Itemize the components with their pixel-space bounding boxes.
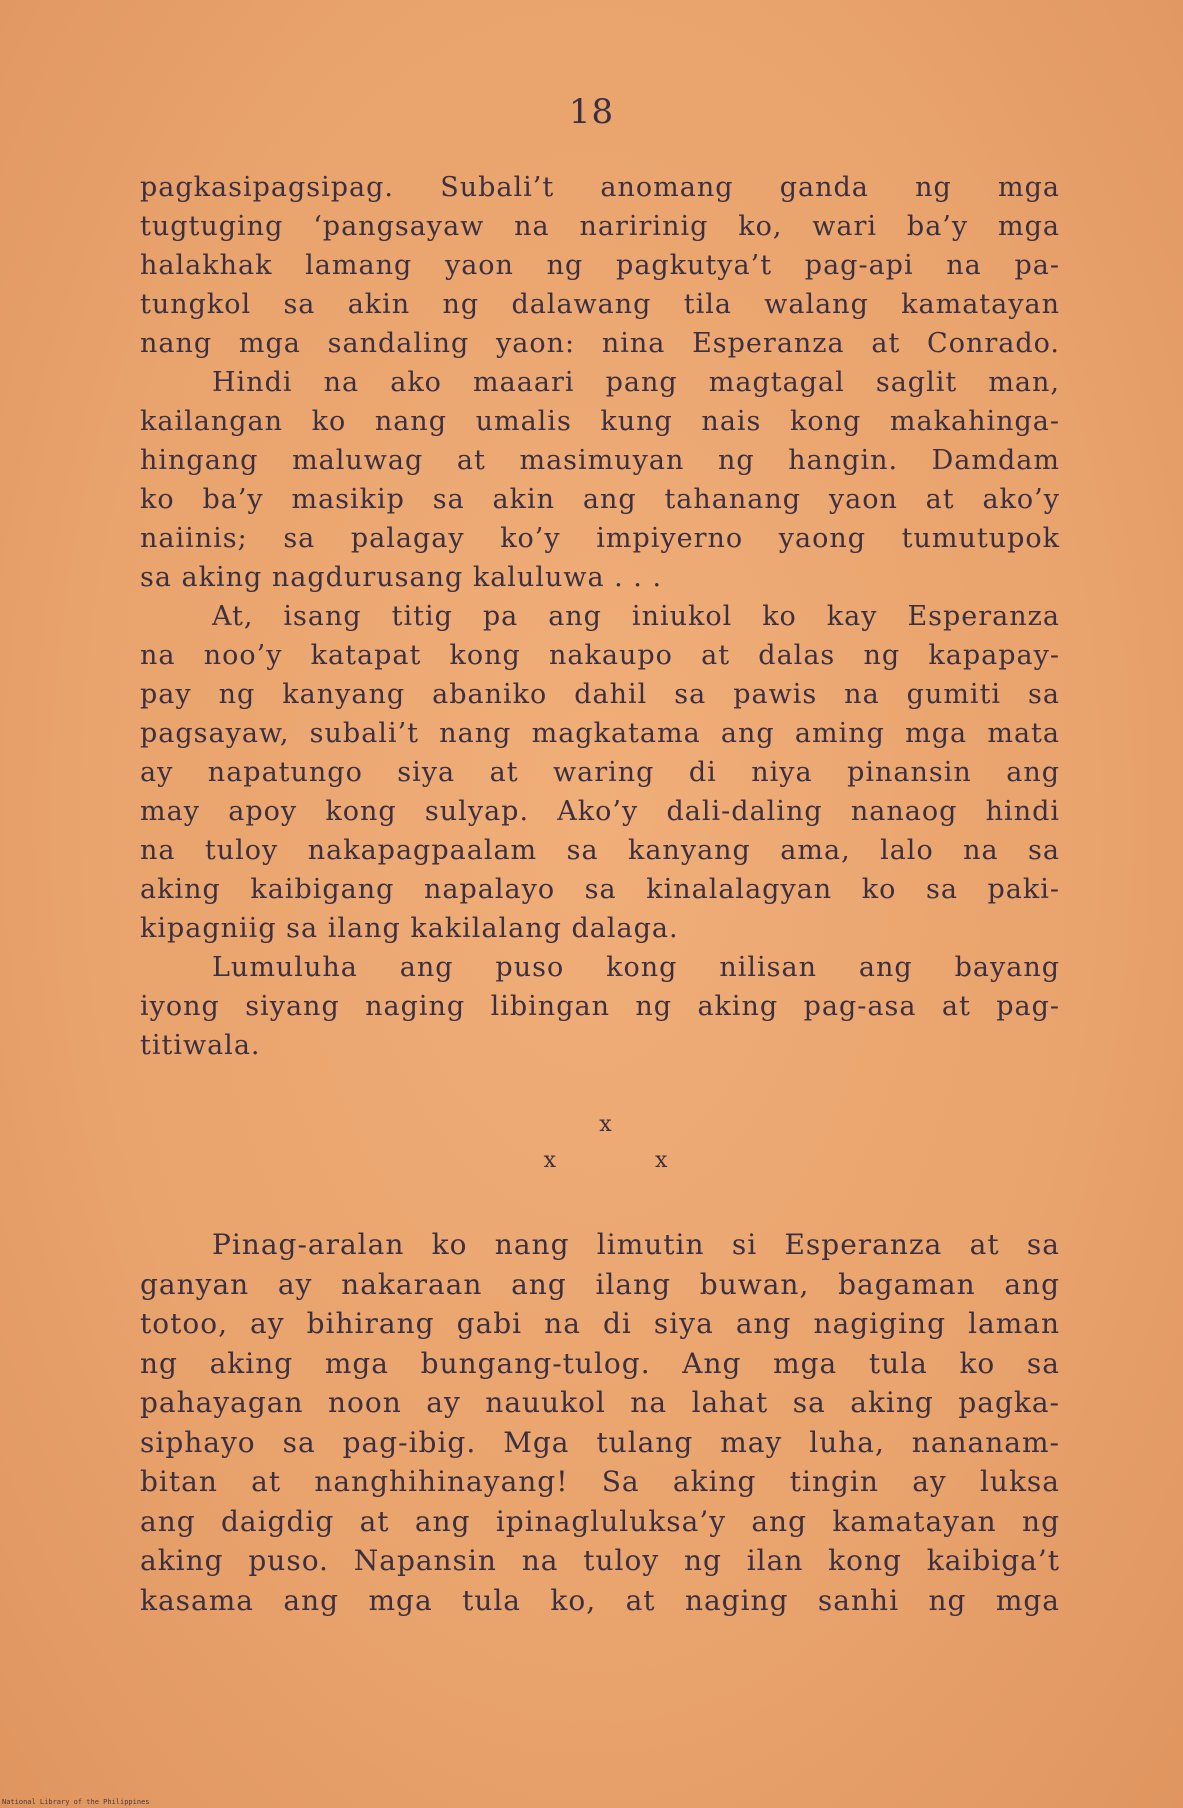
text-line: kipagniig sa ilang kakilalang dalaga. — [140, 913, 679, 944]
text-line: aking kaibigang napalayo sa kinalalagyan ko sa paki- — [140, 874, 1060, 905]
text-line: ang daigdig at ang ipinagluluksa’y ang kamatayan ng — [140, 1504, 1060, 1538]
text-line: ko ba’y masikip sa akin ang tahanang yaon at ako’y — [140, 484, 1060, 515]
text-line: nang mga sandaling yaon: nina Esperanza at Conrado. — [140, 328, 1060, 359]
text-line: kasama ang mga tula ko, at naging sanhi ng mga — [140, 1583, 1060, 1617]
text-block-bottom — [140, 1225, 1060, 1620]
text-line: Hindi na ako maaari pang magtagal saglit man, — [212, 367, 1060, 398]
text-line: tugtuging ‘pangsayaw na naririnig ko, wari ba’y mga — [140, 211, 1060, 242]
text-line: At, isang titig pa ang iniukol ko kay Esperanza — [212, 601, 1060, 632]
page-number: 18 — [568, 92, 615, 132]
text-line: may apoy kong sulyap. Ako’y dali-daling nanaog hindi — [140, 796, 1060, 827]
library-credit: National Library of the Philippines — [2, 1798, 150, 1806]
separator-mark-right: x — [655, 1148, 668, 1173]
text-line: titiwala. — [140, 1030, 261, 1061]
text-line: na noo’y katapat kong nakaupo at dalas ng kapapay- — [140, 640, 1060, 671]
section-separator-bottom — [14, 1148, 1183, 1173]
text-block-top — [140, 168, 1060, 1065]
text-line: aking puso. Napansin na tuloy ng ilan kong kaibiga’t — [140, 1544, 1060, 1577]
text-line: bitan at nanghihinayang! Sa aking tingin ay luksa — [140, 1465, 1060, 1498]
text-line: iyong siyang naging libingan ng aking pag-asa at pag- — [140, 991, 1060, 1022]
text-line: ay napatungo siya at waring di niya pinansin ang — [140, 757, 1060, 788]
text-line: totoo, ay bihirang gabi na di siya ang nagiging laman — [140, 1307, 1060, 1340]
text-line: na tuloy nakapagpaalam sa kanyang ama, lalo na sa — [140, 835, 1060, 866]
text-line: halakhak lamang yaon ng pagkutya’t pag-api na pa- — [140, 250, 1060, 281]
text-line: siphayo sa pag-ibig. Mga tulang may luha, nananam- — [140, 1425, 1060, 1459]
text-line: naiinis; sa palagay ko’y impiyerno yaong tumutupok — [140, 523, 1060, 554]
text-line: sa aking nagdurusang kaluluwa . . . — [140, 562, 663, 593]
text-line: Lumuluha ang puso kong nilisan ang bayang — [212, 952, 1060, 983]
text-line: pagsayaw, subali’t nang magkatama ang aming mga mata — [140, 718, 1060, 749]
separator-mark-left: x — [543, 1148, 556, 1173]
text-line: pahayagan noon ay nauukol na lahat sa aking pagka- — [140, 1386, 1060, 1419]
text-line: hingang maluwag at masimuyan ng hangin. Damdam — [140, 445, 1060, 476]
text-line: ganyan ay nakaraan ang ilang buwan, bagaman ang — [140, 1267, 1060, 1301]
text-line: kailangan ko nang umalis kung nais kong makahinga- — [140, 406, 1060, 437]
text-line: pay ng kanyang abaniko dahil sa pawis na gumiti sa — [140, 679, 1060, 710]
text-line: Pinag-aralan ko nang limutin si Esperanza at sa — [212, 1228, 1060, 1261]
text-line: tungkol sa akin ng dalawang tila walang kamatayan — [140, 289, 1060, 320]
text-line: ng aking mga bungang-tulog. Ang mga tula ko sa — [140, 1346, 1060, 1380]
section-separator-top: x — [599, 1112, 612, 1137]
text-line: pagkasipagsipag. Subali’t anomang ganda ng mga — [140, 172, 1060, 203]
